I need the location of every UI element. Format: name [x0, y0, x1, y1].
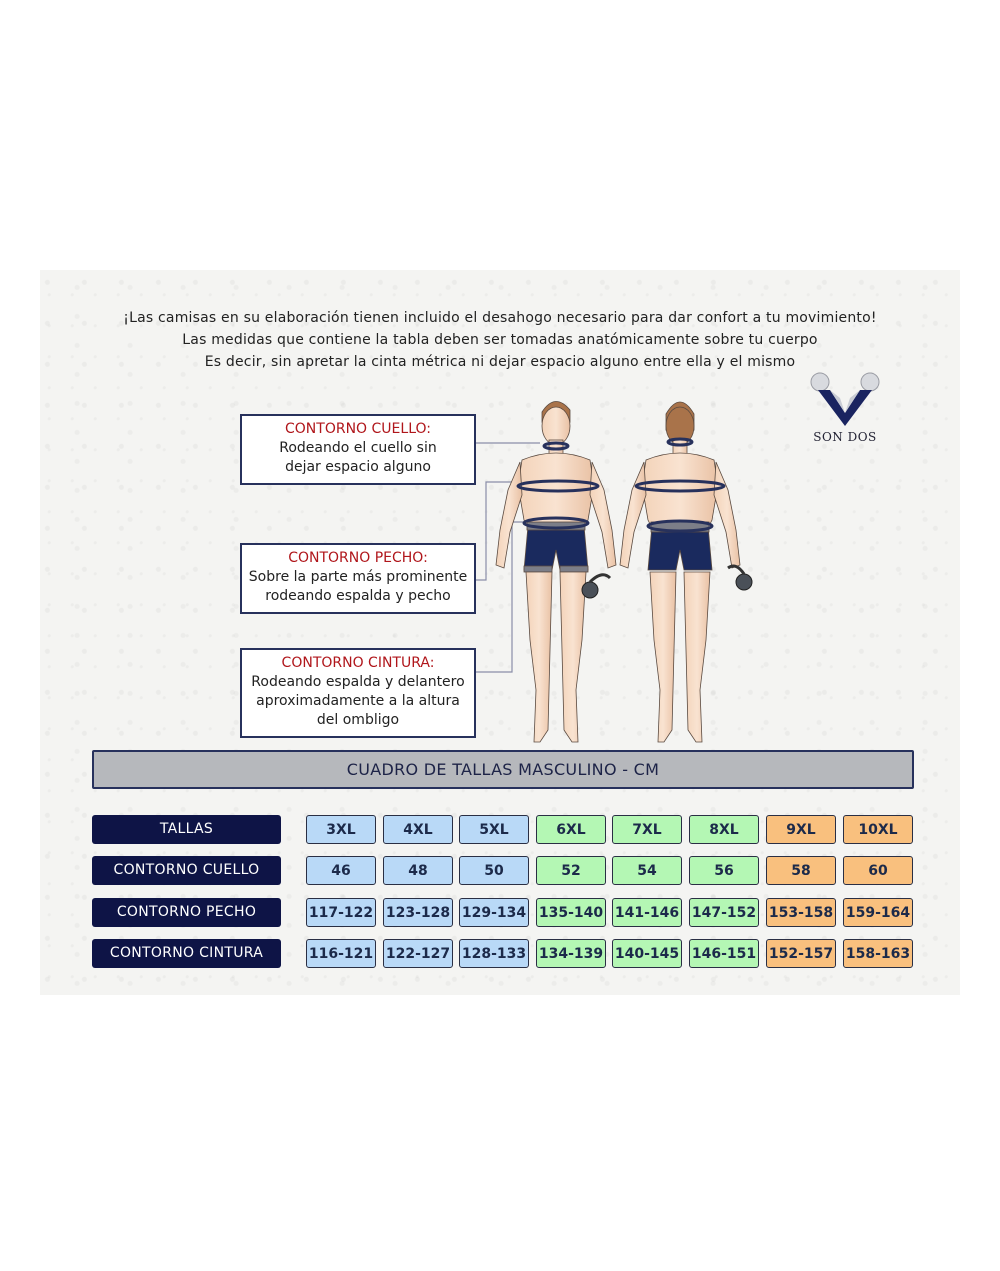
callout-cintura	[240, 648, 476, 738]
size-cell-pecho: 135-140	[536, 898, 606, 927]
size-cell-tallas: 4XL	[383, 815, 453, 844]
body-figures-illustration	[470, 390, 770, 755]
size-cell-tallas: 6XL	[536, 815, 606, 844]
callout-cuello-line: Rodeando el cuello sin	[279, 440, 437, 456]
size-cell-cintura: 140-145	[612, 939, 682, 968]
callout-cuello-title: CONTORNO CUELLO:	[285, 421, 431, 437]
size-cell-pecho: 123-128	[383, 898, 453, 927]
logo-v-icon	[800, 368, 890, 430]
size-cell-pecho: 129-134	[459, 898, 529, 927]
size-cell-tallas: 7XL	[612, 815, 682, 844]
callout-cintura-line: aproximadamente a la altura	[256, 693, 460, 709]
size-cell-cintura: 152-157	[766, 939, 836, 968]
size-cell-cuello: 50	[459, 856, 529, 885]
size-cell-cintura: 128-133	[459, 939, 529, 968]
callout-pecho-line: Sobre la parte más prominente	[248, 569, 468, 585]
size-cell-cuello: 54	[612, 856, 682, 885]
size-cell-cintura: 146-151	[689, 939, 759, 968]
callout-pecho	[240, 543, 476, 614]
front-figure	[496, 401, 616, 742]
size-cell-tallas: 3XL	[306, 815, 376, 844]
brand-logo	[800, 368, 890, 448]
size-cell-cuello: 56	[689, 856, 759, 885]
size-cell-cuello: 60	[843, 856, 913, 885]
size-cell-cuello: 48	[383, 856, 453, 885]
size-cell-cintura: 158-163	[843, 939, 913, 968]
row-label-cuello: CONTORNO CUELLO	[92, 856, 281, 885]
size-cell-cintura: 116-121	[306, 939, 376, 968]
callout-cuello-line: dejar espacio alguno	[285, 459, 431, 475]
callout-cintura-line: del ombligo	[316, 712, 400, 728]
size-cell-tallas: 9XL	[766, 815, 836, 844]
tape-roll-icon	[582, 575, 610, 598]
callout-pecho-title: CONTORNO PECHO:	[288, 550, 428, 566]
size-cell-tallas: 10XL	[843, 815, 913, 844]
row-label-pecho: CONTORNO PECHO	[92, 898, 281, 927]
size-cell-pecho: 159-164	[843, 898, 913, 927]
size-cell-pecho: 141-146	[612, 898, 682, 927]
callout-cintura-title: CONTORNO CINTURA:	[281, 655, 435, 671]
size-cell-pecho: 153-158	[766, 898, 836, 927]
size-chart-title: CUADRO DE TALLAS MASCULINO - CM	[92, 750, 914, 789]
size-cell-tallas: 5XL	[459, 815, 529, 844]
size-cell-tallas: 8XL	[689, 815, 759, 844]
intro-line-1: ¡Las camisas en su elaboración tienen incluido el desahogo necesario para dar confort a tu movimiento!	[123, 310, 877, 326]
size-cell-cuello: 58	[766, 856, 836, 885]
size-cell-cuello: 46	[306, 856, 376, 885]
size-cell-cuello: 52	[536, 856, 606, 885]
size-cell-cintura: 122-127	[383, 939, 453, 968]
callout-cintura-line: Rodeando espalda y delantero	[251, 674, 465, 690]
row-label-tallas: TALLAS	[92, 815, 281, 844]
size-cell-pecho: 117-122	[306, 898, 376, 927]
size-cell-pecho: 147-152	[689, 898, 759, 927]
brand-name: SON DOS	[813, 430, 877, 444]
intro-line-2: Las medidas que contiene la tabla deben ser tomadas anatómicamente sobre tu cuerpo	[182, 332, 818, 348]
callout-cuello	[240, 414, 476, 485]
intro-line-3: Es decir, sin apretar la cinta métrica ni dejar espacio alguno entre ella y el mismo	[204, 354, 796, 370]
back-figure	[620, 402, 752, 742]
row-label-cintura: CONTORNO CINTURA	[92, 939, 281, 968]
callout-pecho-line: rodeando espalda y pecho	[265, 588, 451, 604]
size-cell-cintura: 134-139	[536, 939, 606, 968]
